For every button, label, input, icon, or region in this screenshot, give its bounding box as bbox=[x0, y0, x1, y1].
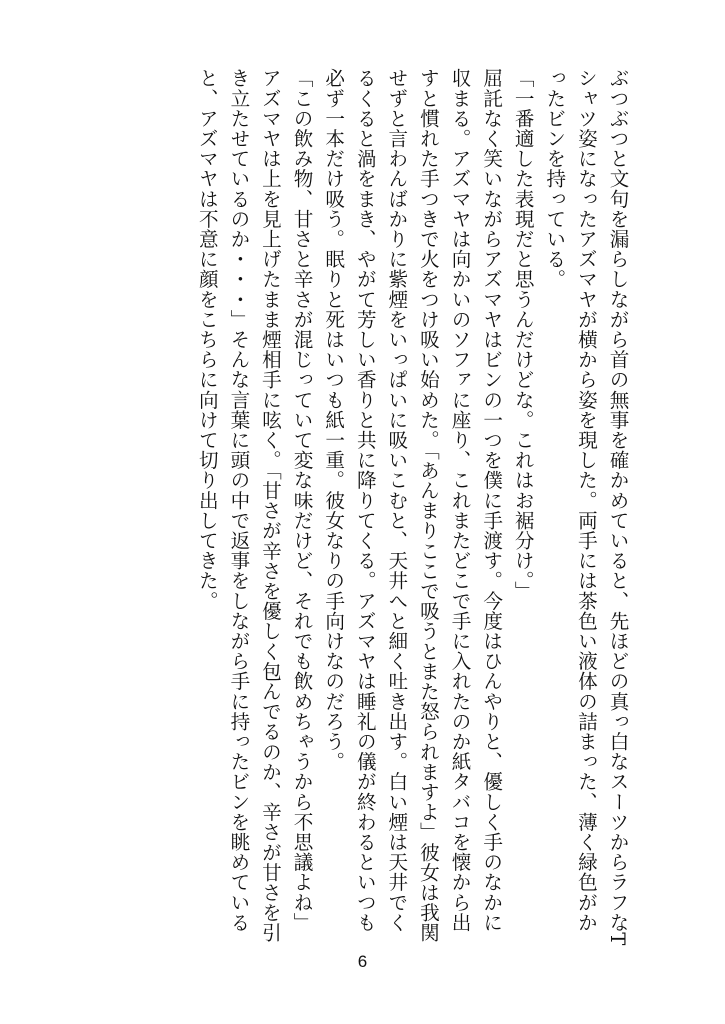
vertical-text-body bbox=[191, 68, 633, 948]
paragraph-3: 屈託なく笑いながらアズマヤはビンの一つを僕に手渡す。今度はひんやりと、優しく手のなかに収まる。アズマヤは向かいのソファに座り、これまたどこで手に入れたのか紙タバコを懐から出すと慣れた手つきで火をつけ吸い始めた。「あんまりここで吸うとまた怒られますよ」彼女は我関せずと言わんばかりに紫煙をいっぱいに吸いこむと、天井へと細く吐き出す。白い煙は天井でくるくると渦をまき、やがて芳しい香りと共に降りてくる。アズマヤは睡礼の儀が終わるといつも必ず一本だけ吸う。眠りと死はいつも紙一重。彼女なりの手向けなのだろう。 bbox=[321, 68, 503, 943]
paragraph-1: ぶつぶつと文句を漏らしながら首の無事を確かめていると、先ほどの真っ白なスーツからラフなTシャツ姿になったアズマヤが横から姿を現した。両手には茶色い液体の詰まった、薄く緑色がかったビンを持っている。 bbox=[542, 68, 629, 946]
page-number: 6 bbox=[357, 952, 368, 971]
paragraph-2: 「一番適した表現だと思うんだけどな。これはお裾分け。」 bbox=[511, 68, 535, 601]
paragraph-4: 「この飲み物、甘さと辛さが混じっていて変な味だけど、それでも飲めちゃうから不思議よね」アズマヤは上を見上げたまま煙相手に呟く。「甘さが辛さを優しく包んでるのか、辛さが甘さを引き立たせているのか・・・」そんな言葉に頭の中で返事をしながら手に持ったビンを眺めていると、アズマヤは不意に顔をこちらに向けて切り出してきた。 bbox=[195, 68, 314, 943]
